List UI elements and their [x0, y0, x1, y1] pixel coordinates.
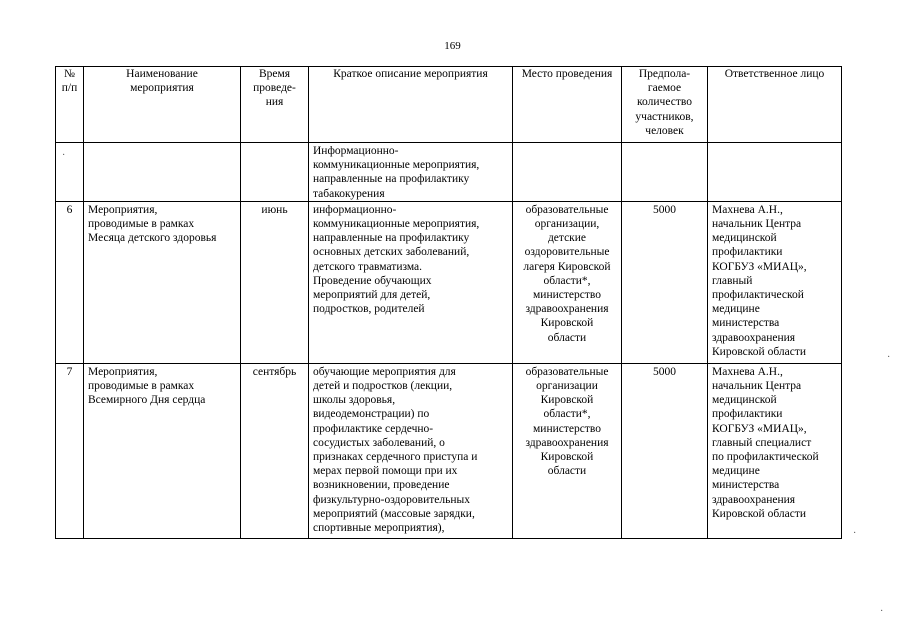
cell-participants: 5000: [622, 363, 708, 538]
cell-participants: 5000: [622, 201, 708, 363]
cell-place: образовательные организации Кировской области*, министерство здравоохранения Кировской области: [513, 363, 622, 538]
header-time: Время проведе- ния: [241, 67, 309, 143]
cell-responsible: Махнева А.Н., начальник Центра медицинской профилактики КОГБУЗ «МИАЦ», главный специалист по профилактической медицине министерства здравоохранения Кировской области: [708, 363, 842, 538]
table-row: [56, 363, 842, 538]
cell-description: информационно- коммуникационные мероприятия, направленные на профилактику основных детских заболеваний, детского травматизма. Проведение обучающих мероприятий для детей, подростков, родителей: [309, 201, 513, 363]
cell-number: 6: [56, 201, 84, 363]
table-row: [56, 201, 842, 363]
scan-speck: ·: [853, 528, 857, 539]
scan-speck: ·: [62, 150, 66, 161]
cell-description: Информационно- коммуникационные мероприятия, направленные на профилактику табакокурения: [309, 143, 513, 202]
page-number: 169: [444, 40, 461, 52]
cell-event-name: [84, 143, 241, 202]
table-row-continuation: [56, 143, 842, 202]
cell-number: 7: [56, 363, 84, 538]
cell-place: образовательные организации, детские оздоровительные лагеря Кировской области*, министерство здравоохранения Кировской области: [513, 201, 622, 363]
cell-responsible: Махнева А.Н., начальник Центра медицинской профилактики КОГБУЗ «МИАЦ», главный профилактической медицине министерства здравоохранения Кировской области: [708, 201, 842, 363]
cell-responsible: [708, 143, 842, 202]
cell-description: обучающие мероприятия для детей и подростков (лекции, школы здоровья, видеодемонстрации) по профилактике сердечно- сосудистых заболеваний, о признаках сердечного приступа и мерах первой помощи при их возникновении, проведение физкультурно-оздоровительных мероприятий (массовые зарядки, спортивные мероприятия),: [309, 363, 513, 538]
header-event-name: Наименование мероприятия: [84, 67, 241, 143]
cell-time: [241, 143, 309, 202]
cell-event-name: Мероприятия, проводимые в рамках Месяца детского здоровья: [84, 201, 241, 363]
cell-event-name: Мероприятия, проводимые в рамках Всемирного Дня сердца: [84, 363, 241, 538]
scan-speck: ·: [887, 352, 891, 363]
cell-time: сентябрь: [241, 363, 309, 538]
header-place: Место проведения: [513, 67, 622, 143]
header-description: Краткое описание мероприятия: [309, 67, 513, 143]
scan-speck: ·: [880, 606, 884, 617]
header-responsible: Ответственное лицо: [708, 67, 842, 143]
cell-place: [513, 143, 622, 202]
events-table: [55, 66, 842, 539]
cell-time: июнь: [241, 201, 309, 363]
cell-number: [56, 143, 84, 202]
header-number: № п/п: [56, 67, 84, 143]
header-participants: Предпола- гаемое количество участников, человек: [622, 67, 708, 143]
cell-participants: [622, 143, 708, 202]
table-header-row: [56, 67, 842, 143]
